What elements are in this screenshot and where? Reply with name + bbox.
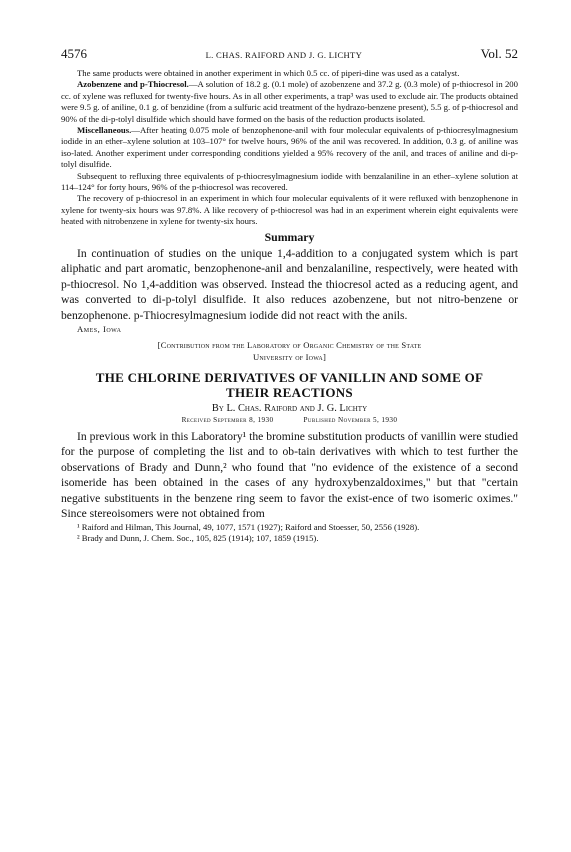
intro-paragraph: In previous work in this Laboratory¹ the bromine substitution products of vanillin were studied for the purpose of completing the list and to ob-tain derivatives with which to test further the observations of Brady and Dunn,² who found that "no evidence of the existence of a second isomeride has been obtained in the cases of any hydroxybenzaldoximes," but that "certain negative substituents in the benzene ring seem to favor the exist-ence of two isomeric oximes." Since stereoisomers were not obtained from <box>61 429 518 521</box>
contribution-line-1: [Contribution from the Laboratory of Organic Chemistry of the State <box>157 340 422 351</box>
text-miscellaneous: —After heating 0.075 mole of benzophenone-anil with four molecular equivalents of p-thiocresylmagnesium iodide in an ether–xylene solution at 103–107° for twelve hours, 96% of the anil was recovered. In addition, 0.3 g. of aniline was iso-lated. Another experiment under corresponding conditions yielded a 95% recovery of the anil, and traces of aniline and di-p-tolyl disulfide. <box>61 125 518 170</box>
summary-heading: Summary <box>264 229 315 244</box>
location-line: Ames, Iowa <box>77 324 122 335</box>
summary-section <box>61 246 518 324</box>
footnotes <box>61 522 518 545</box>
paragraph-miscellaneous <box>61 125 518 171</box>
published-date: Published November 5, 1930 <box>303 415 398 424</box>
footnote-1: ¹ Raiford and Hilman, This Journal, 49, 1077, 1571 (1927); Raiford and Stoesser, 50, 2556 (1928). <box>77 521 420 532</box>
heading-miscellaneous: Miscellaneous. <box>77 125 132 136</box>
journal-page <box>61 46 518 544</box>
article-title-line-1: THE CHLORINE DERIVATIVES OF VANILLIN AND SOME OF <box>95 369 484 385</box>
experimental-section <box>61 68 518 228</box>
byline: By L. Chas. Raiford and J. G. Lichty <box>211 402 368 414</box>
received-date: Received September 8, 1930 <box>181 415 274 424</box>
running-header <box>61 46 518 60</box>
footnote-2: ² Brady and Dunn, J. Chem. Soc., 105, 825 (1914); 107, 1859 (1915). <box>77 533 319 544</box>
paragraph-azobenzene <box>61 79 518 125</box>
running-authors: L. CHAS. RAIFORD AND J. G. LICHTY <box>205 50 363 60</box>
article-title <box>61 370 518 400</box>
article-title-line-2: THEIR REACTIONS <box>226 384 353 400</box>
contribution-note <box>61 340 518 364</box>
heading-azobenzene: Azobenzene and p-Thiocresol. <box>77 79 189 90</box>
paragraph-recovery: The recovery of p-thiocresol in an experiment in which four molecular equivalents of it were refluxed with benzophenone in xylene for twenty-six hours was 97.8%. A like recovery of p-thiocresol was had in an experiment wherein eight equivalents were heated with nitrobenzene in xylene for twenty-six hours. <box>61 193 518 227</box>
page-number: 4576 <box>61 46 87 61</box>
article-intro <box>61 429 518 522</box>
dates-line <box>61 416 518 424</box>
contribution-line-2: University of Iowa] <box>252 351 327 362</box>
paragraph-benzalaniline: Subsequent to refluxing three equivalents of p-thiocresylmagnesium iodide with benzalaniline in an ether–xylene solution at 114–124° for forty hours, 96% of the p-thiocresol was recovered. <box>61 170 518 193</box>
volume-label: Vol. 52 <box>480 46 518 61</box>
text-azobenzene: —A solution of 18.2 g. (0.1 mole) of azobenzene and 37.2 g. (0.3 mole) of p-thiocresol in 200 cc. of xylene was refluxed for twenty-five hours. As in all other experiments, a trap³ was used to exclude air. The products obtained were 9.5 g. of aniline, 0.1 g. of benzidine (from a sulfuric acid treatment of the hydrazo-benzene present), 5.5 g. of p-thiocresol and 90% of the di-p-tolyl disulfide which should have formed on the basis of the reduction products isolated. <box>61 79 518 124</box>
paragraph-piperidine: The same products were obtained in another experiment in which 0.5 cc. of piperi-dine was used as a catalyst. <box>77 68 460 78</box>
summary-text: In continuation of studies on the unique 1,4-addition to a conjugated system which is part aliphatic and part aromatic, benzophenone-anil and benzalaniline, respectively, were heated with p-thiocresol. No 1,4-addition was observed. Instead the thiocresol acted as a reducing agent, and was converted to di-p-tolyl disulfide. It also reduces azobenzene, but not nitro-benzene or benzophenone. p-Thiocresylmagnesium iodide did not react with the anils. <box>61 246 518 322</box>
